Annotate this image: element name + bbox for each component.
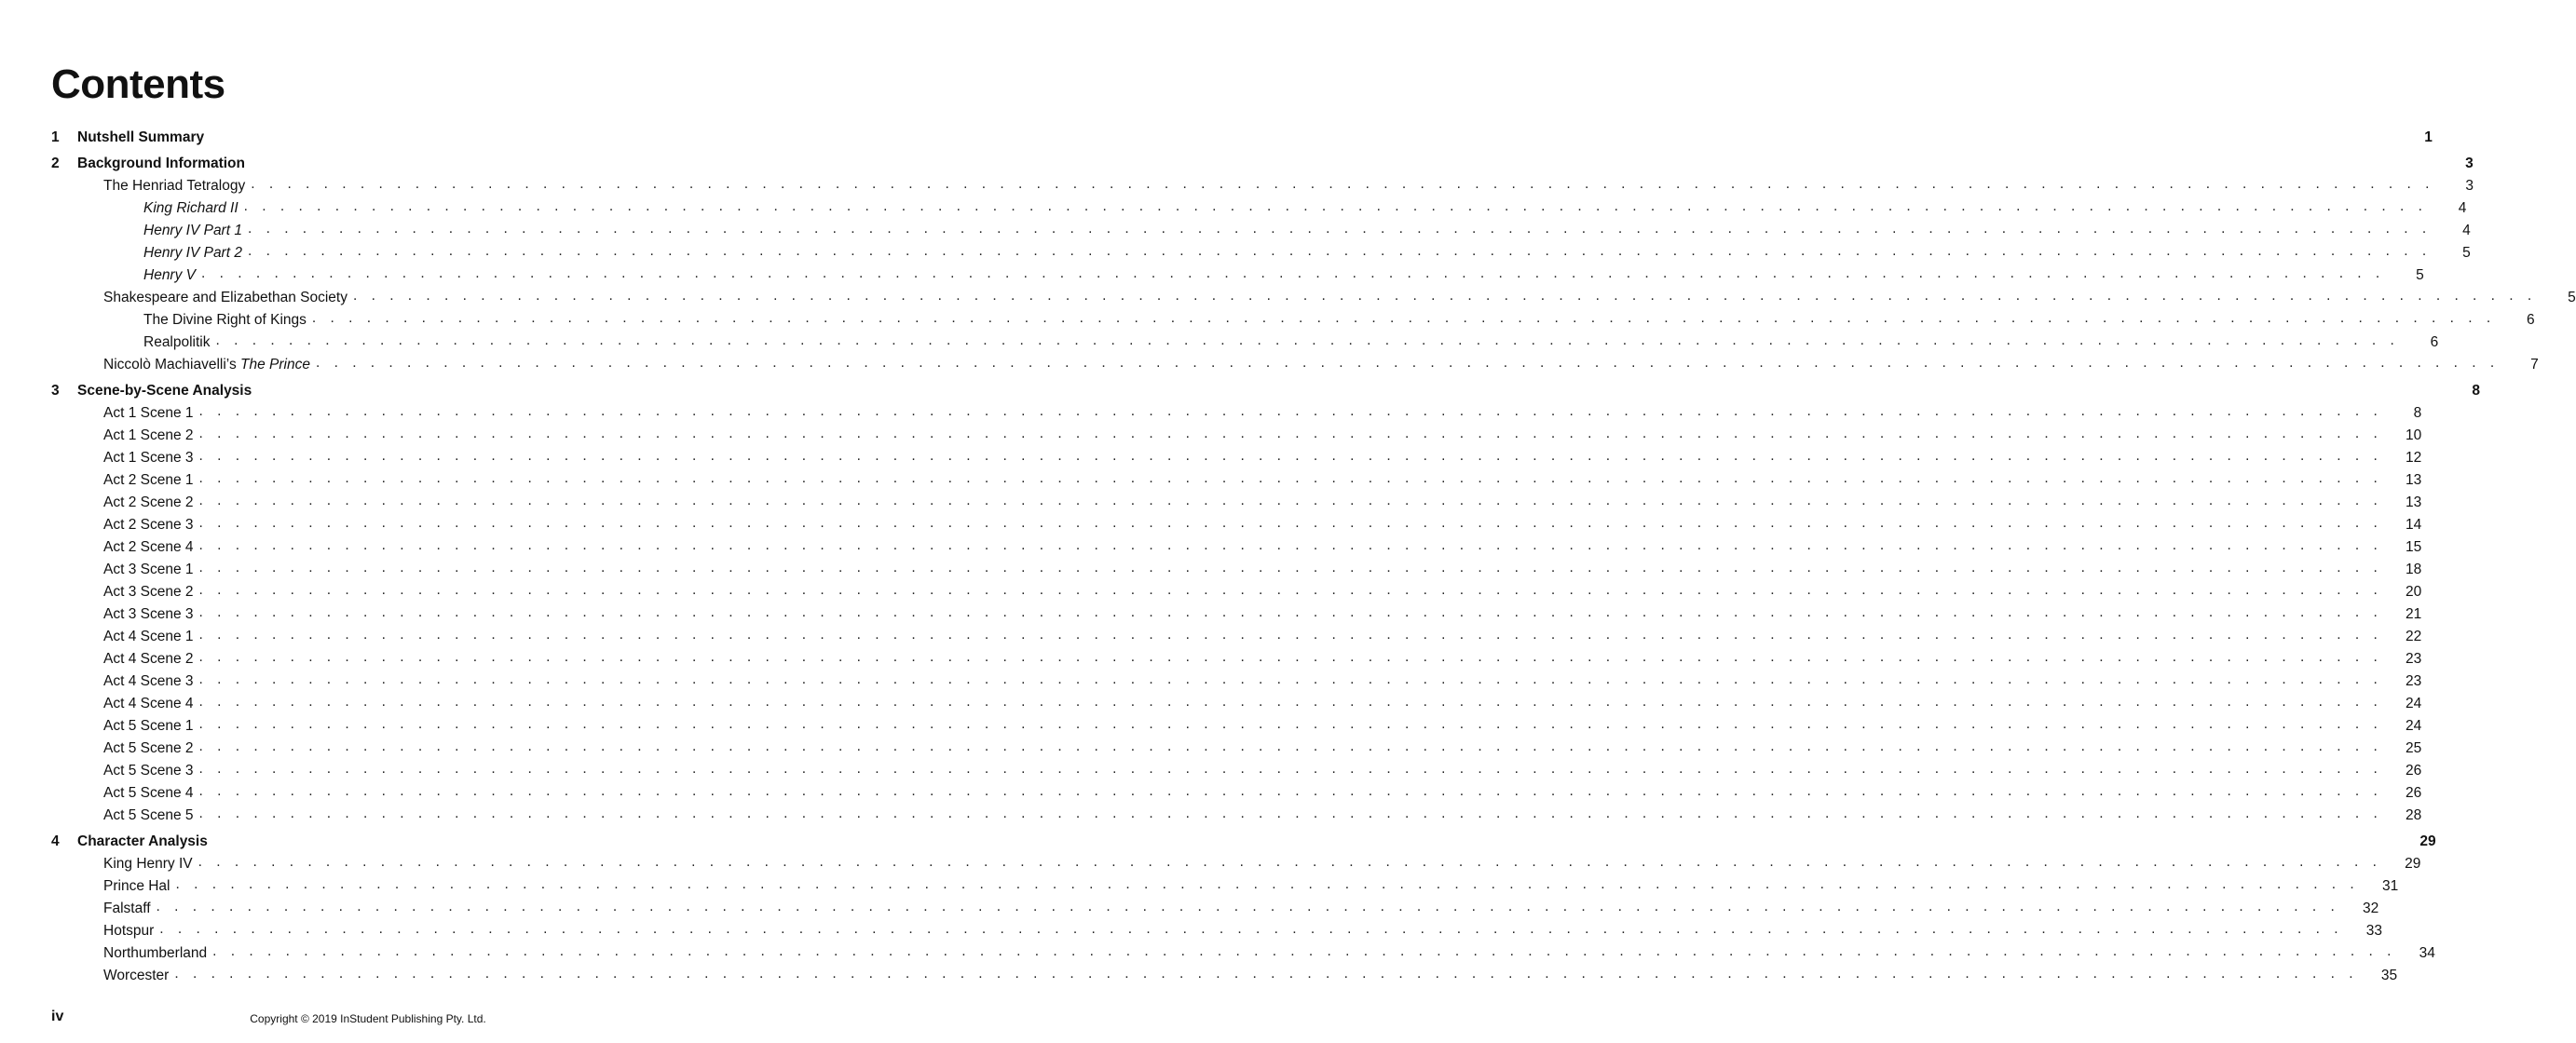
toc-entry-page: 25 (2406, 740, 2422, 756)
toc-entry-page: 33 (2365, 923, 2383, 939)
toc-entry-title (77, 200, 239, 217)
toc-entry-title (77, 833, 208, 850)
toc-entry-page: 35 (2380, 968, 2398, 983)
toc-entry-title (77, 494, 194, 511)
toc-entry-title (77, 383, 252, 400)
toc-dot-leader: . . . . . . . . . . . . . . . . . . . . . . . . . . . . . . . . . . . . . . . . . . . . . . . . . . . . . . . . . . . . . . . . . . . . . . . . . . . . . . . . . . . . . . . . . . . . . . . . . . . . . . . . . . . . . . . . . . . . . . . . (198, 648, 2383, 665)
toc-dot-leader: . . . . . . . . . . . . . . . . . . . . . . . . . . . . . . . . . . . . . . . . . . . . . . . . . . . . . . . . . . . . . . . . . . . . . . . . . . . . . . . . . . . . . . . . . . . . . . . . . . . . . . . . . . . . . . . . . . . . . . . . (247, 220, 2432, 237)
toc-chapter-entry[interactable] (51, 124, 2433, 146)
toc-entry-title (77, 245, 242, 262)
toc-entry[interactable] (51, 895, 2379, 917)
toc-dot-leader: . . . . . . . . . . . . . . . . . . . . . . . . . . . . . . . . . . . . . . . . . . . . . . . . . . . . . . . . . . . . . . . . . . . . . . . . . . . . . . . . . . . . . . . . . . . . . . . . . . . . . . . . . . . . . . . . . . . . . . . . (198, 469, 2383, 486)
toc-entry-title (77, 763, 194, 779)
toc-entry-title (77, 129, 204, 146)
toc-entry-title (77, 539, 194, 556)
toc-dot-leader: . . . . . . . . . . . . . . . . . . . . . . . . . . . . . . . . . . . . . . . . . . . . . . . . . . . . . . . . . . . . . . . . . . . . . . . . . . . . . . . . . . . . . . . . . . . . . . . . . . . . . . . . . . . . . . . . . . . . . . . . (198, 805, 2383, 821)
toc-dot-leader: . . . . . . . . . . . . . . . . . . . . . . . . . . . . . . . . . . . . . . . . . . . . . . . . . . . . . . . . . . . . . . . . . . . . . . . . . . . . . . . . . . . . . . . . . . . . . . . . . . . . . . . . . . . . . . . . . . . . . . . . (175, 875, 2360, 892)
toc-entry-title-text: Act 4 Scene 3 (103, 673, 194, 689)
toc-entry-title (77, 878, 170, 895)
toc-entry[interactable] (51, 400, 2422, 422)
toc-entry-title (77, 606, 194, 623)
toc-dot-leader: . . . . . . . . . . . . . . . . . . . . . . . . . . . . . . . . . . . . . . . . . . . . . . . . . . . . . . . . . . . . . . . . . . . . . . . . . . . . . . . . . . . . . . . . . . . . . . . . . . . . . . . . . . . . . . . . . . . . . . . . (198, 536, 2383, 553)
toc-entry-title-text: The Divine Right of Kings (143, 312, 307, 328)
toc-entry[interactable] (51, 467, 2422, 489)
toc-chapter-entry[interactable] (51, 150, 2474, 172)
toc-entry-page: 5 (2416, 267, 2424, 283)
toc-entry-page: 28 (2406, 807, 2422, 823)
toc-entry-title-text: Prince Hal (103, 878, 170, 894)
toc-entry-title-text: Act 5 Scene 3 (103, 763, 194, 779)
toc-dot-leader: . . . . . . . . . . . . . . . . . . . . . . . . . . . . . . . . . . . . . . . . . . . . . . . . . . . . . . . . . . . . . . . . . . . . . . . . . . . . . . . . . . . . . . . . . . . . . . . . . . . . . . . . . . . . . . . . . . . . . . . . (198, 514, 2383, 531)
toc-entry-page: 18 (2406, 562, 2422, 577)
toc-entry-title (77, 923, 154, 940)
toc-entry[interactable] (51, 917, 2383, 940)
toc-entry-page: 23 (2406, 651, 2422, 667)
toc-dot-leader: . . . . . . . . . . . . . . . . . . . . . . . . . . . . . . . . . . . . . . . . . . . . . . . . . . . . . . . . . . . . . . . . . . . . . . . . . . . . . . . . . . . . . . . . . . . . . . . . . . . . . . . . . . . . . . . . . . . . . . . . (251, 175, 2434, 192)
toc-entry-title-text: Act 5 Scene 5 (103, 807, 194, 823)
toc-entry-title (77, 562, 194, 578)
toc-entry-title (77, 945, 207, 962)
toc-entry-title-text: Henry IV Part 1 (143, 223, 242, 238)
toc-entry-title-text: Realpolitik (143, 334, 211, 350)
toc-entry-title (77, 290, 348, 306)
toc-entry-title-text: Act 1 Scene 1 (103, 405, 194, 421)
toc-entry-page: 24 (2406, 696, 2422, 711)
table-of-contents (51, 124, 2576, 984)
toc-entry-page: 13 (2406, 494, 2422, 510)
toc-entry-title-text: Act 1 Scene 2 (103, 427, 194, 443)
toc-entry-page: 5 (2462, 245, 2471, 261)
toc-entry-title (77, 156, 245, 172)
toc-entry-title (77, 357, 310, 373)
toc-entry-page: 23 (2406, 673, 2422, 689)
toc-entry[interactable] (51, 873, 2399, 895)
toc-entry-page: 8 (2413, 405, 2422, 421)
toc-entry[interactable] (51, 779, 2422, 802)
toc-entry[interactable] (51, 850, 2421, 873)
toc-dot-leader: . . . . . . . . . . . . . . . . . . . . . . . . . . . . . . . . . . . . . . . . . . . . . . . . . . . . . . . . . . . . . . . . . . . . . . . . . . . . . . . . . . . . . . . . . . . . . . . . . . . . . . . . . . . . . . . . . . . . . . . . (352, 287, 2537, 304)
toc-entry-page: 3 (2465, 156, 2474, 171)
toc-entry-page: 3 (2465, 178, 2474, 194)
toc-dot-leader: . . . . . . . . . . . . . . . . . . . . . . . . . . . . . . . . . . . . . . . . . . . . . . . . . . . . . . . . . . . . . . . . . . . . . . . . . . . . . . . . . . . . . . . . . . . . . . . . . . . . . . . . . . . . . . . . . . . . . . . . (198, 402, 2383, 419)
toc-entry-title (77, 517, 194, 534)
toc-entry-title (77, 267, 196, 284)
toc-entry-title-italic: The Prince (240, 357, 310, 372)
toc-dot-leader: . . . . . . . . . . . . . . . . . . . . . . . . . . . . . . . . . . . . . . . . . . . . . . . . . . . . . . . . . . . . . . . . . . . . . . . . . . . . . . . . . . . . . . . . . . . . . . . . . . . . . . . . . . . . . . . . . . . . . . . . (198, 715, 2383, 732)
toc-entry-page: 5 (2568, 290, 2576, 305)
toc-entry[interactable] (51, 511, 2422, 534)
toc-entry-page: 7 (2530, 357, 2539, 372)
toc-entry-title (77, 785, 194, 802)
toc-entry-title-text: Nutshell Summary (77, 129, 205, 145)
toc-dot-leader: . . . . . . . . . . . . . . . . . . . . . . . . . . . . . . . . . . . . . . . . . . . . . . . . . . . . . . . . . . . . . . . . . . . . . . . . . . . . . . . . . . . . . . . . . . . . . . . . . . . . . . . . . . . . . . . . . . . . . . . . (212, 942, 2396, 959)
toc-entry-title-text: Act 2 Scene 4 (103, 539, 194, 555)
toc-entry-title (77, 807, 194, 824)
toc-entry-title-text: Henry IV Part 2 (143, 245, 242, 261)
toc-chapter-entry[interactable] (51, 377, 2480, 400)
toc-dot-leader: . . . . . . . . . . . . . . . . . . . . . . . . . . . . . . . . . . . . . . . . . . . . . . . . . . . . . . . . . . . . . . . . . . . . . . . . . . . . . . . . . . . . . . . . . . . . . . . . . . . . . . . . . . . . . . . . . . . . . . . . (198, 693, 2383, 710)
toc-entry[interactable] (51, 489, 2422, 511)
toc-entry-title (77, 427, 194, 444)
toc-entry-title (77, 629, 194, 645)
toc-entry[interactable] (51, 690, 2422, 712)
toc-entry-title-text: Character Analysis (77, 833, 208, 849)
toc-dot-leader: . . . . . . . . . . . . . . . . . . . . . . . . . . . . . . . . . . . . . . . . . . . . . . . . . . . . . . . . . . . . . . . . . . . . . . . . . . . . . . . . . . . . . . . . . . . . . . . . . . . . . . . . . . . . . . . . . . . . . . . . (243, 197, 2428, 214)
toc-dot-leader: . . . . . . . . . . . . . . . . . . . . . . . . . . . . . . . . . . . . . . . . . . . . . . . . . . . . . . . . . . . . . . . . . . . . . . . . . . . . . . . . . . . . . . . . . . . . . . . . . . . . . . . . . . . . . . . . . . . . . . . . (198, 760, 2383, 777)
toc-entry[interactable] (51, 601, 2422, 623)
toc-entry-title-text: Act 4 Scene 2 (103, 651, 194, 667)
toc-entry-page: 29 (2405, 856, 2421, 872)
toc-entry-page: 12 (2406, 450, 2422, 466)
toc-entry-page: 26 (2406, 763, 2422, 779)
toc-dot-leader: . . . . . . . . . . . . . . . . . . . . . . . . . . . . . . . . . . . . . . . . . . . . . . . . . . . . . . . . . . . . . . . . . . . . . . . . . . . . . . . . . . . . . . . . . . . . . . . . . . . . . . . . . . . . . . . . . . . . . . . . (201, 264, 2385, 281)
toc-entry-page: 13 (2406, 472, 2422, 488)
toc-entry[interactable] (51, 712, 2422, 735)
toc-entry-number: 3 (51, 383, 60, 399)
toc-dot-leader: . . . . . . . . . . . . . . . . . . . . . . . . . . . . . . . . . . . . . . . . . . . . . . . . . . . . . . . . . . . . . . . . . . . . . . . . . . . . . . . . . . . . . . . . . . . . . . . . . . . . . . . . . . . . . . . . . . . . . . . . (315, 354, 2500, 371)
toc-entry-title-text: Act 5 Scene 2 (103, 740, 194, 756)
toc-entry-title (77, 673, 194, 690)
toc-dot-leader: . . . . . . . . . . . . . . . . . . . . . . . . . . . . . . . . . . . . . . . . . . . . . . . . . . . . . . . . . . . . . . . . . . . . . . . . . . . . . . . . . . . . . . . . . . . . . . . . . . . . . . . . . . . . . . . . . . . . . . . . (198, 670, 2383, 687)
toc-dot-leader: . . . . . . . . . . . . . . . . . . . . . . . . . . . . . . . . . . . . . . . . . . . . . . . . . . . . . . . . . . . . . . . . . . . . . . . . . . . . . . . . . . . . . . . . . . . . . . . . . . . . . . . . . . . . . . . . . . . . . . . . (198, 581, 2383, 598)
toc-dot-leader: . . . . . . . . . . . . . . . . . . . . . . . . . . . . . . . . . . . . . . . . . . . . . . . . . . . . . . . . . . . . . . . . . . . . . . . . . . . . . . . . . . . . . . . . . . . . . . . . . . . . . . . . . . . . . . . . . . . . . . . . (198, 492, 2383, 508)
toc-entry-title-text: Shakespeare and Elizabethan Society (103, 290, 348, 305)
toc-entry-page: 14 (2406, 517, 2422, 533)
toc-entry-title-text: Act 3 Scene 2 (103, 584, 194, 600)
toc-entry-number: 2 (51, 156, 60, 171)
toc-entry-page: 34 (2419, 945, 2435, 961)
toc-entry[interactable] (51, 195, 2467, 217)
toc-entry[interactable] (51, 351, 2539, 373)
toc-entry-page: 6 (2430, 334, 2439, 350)
toc-entry-title-text: Worcester (103, 968, 170, 983)
toc-entry-page: 8 (2472, 383, 2480, 399)
toc-entry-title-text: Hotspur (103, 923, 155, 939)
toc-entry-title (77, 472, 194, 489)
toc-entry[interactable] (51, 306, 2535, 329)
toc-entry[interactable] (51, 668, 2422, 690)
toc-entry[interactable] (51, 645, 2422, 668)
toc-entry-title (77, 968, 169, 984)
toc-dot-leader: . . . . . . . . . . . . . . . . . . . . . . . . . . . . . . . . . . . . . . . . . . . . . . . . . . . . . . . . . . . . . . . . . . . . . . . . . . . . . . . . . . . . . . . . . . . . . . . . . . . . . . . . . . . . . . . . . . . . . . . . (174, 965, 2359, 982)
toc-entry-title-text: Act 5 Scene 4 (103, 785, 194, 801)
toc-entry[interactable] (51, 284, 2576, 306)
toc-entry-title-text: Act 2 Scene 1 (103, 472, 194, 488)
toc-entry-page: 15 (2406, 539, 2422, 555)
footer-copyright: Copyright © 2019 InStudent Publishing Pty. Ltd. (250, 1012, 486, 1025)
toc-entry-title-text: King Richard II (143, 200, 239, 216)
toc-entry[interactable] (51, 444, 2422, 467)
toc-entry-page: 4 (2458, 200, 2467, 216)
toc-entry-page: 6 (2527, 312, 2535, 328)
toc-entry-page: 20 (2406, 584, 2422, 600)
toc-entry-page: 22 (2406, 629, 2422, 644)
toc-entry[interactable] (51, 534, 2422, 556)
toc-dot-leader: . . . . . . . . . . . . . . . . . . . . . . . . . . . . . . . . . . . . . . . . . . . . . . . . . . . . . . . . . . . . . . . . . . . . . . . . . . . . . . . . . . . . . . . . . . . . . . . . . . . . . . . . . . . . . . . . . . . . . . . . (159, 920, 2344, 937)
toc-entry-page: 29 (2419, 833, 2436, 849)
toc-entry-title-text: The Henriad Tetralogy (103, 178, 246, 194)
toc-dot-leader: . . . . . . . . . . . . . . . . . . . . . . . . . . . . . . . . . . . . . . . . . . . . . . . . . . . . . . . . . . . . . . . . . . . . . . . . . . . . . . . . . . . . . . . . . . . . . . . . . . . . . . . . . . . . . . . . . . . . . . . . (198, 738, 2383, 754)
toc-entry[interactable] (51, 757, 2422, 779)
toc-entry-title-text: Act 3 Scene 3 (103, 606, 194, 622)
toc-entry[interactable] (51, 623, 2422, 645)
toc-dot-leader: . . . . . . . . . . . . . . . . . . . . . . . . . . . . . . . . . . . . . . . . . . . . . . . . . . . . . . . . . . . . . . . . . . . . . . . . . . . . . . . . . . . . . . . . . . . . . . . . . . . . . . . . . . . . . . . . . . . . . . . . (198, 626, 2383, 643)
toc-dot-leader: . . . . . . . . . . . . . . . . . . . . . . . . . . . . . . . . . . . . . . . . . . . . . . . . . . . . . . . . . . . . . . . . . . . . . . . . . . . . . . . . . . . . . . . . . . . . . . . . . . . . . . . . . . . . . . . . . . . . . . . . (156, 898, 2340, 914)
toc-entry-title (77, 740, 194, 757)
toc-entry-title-text: Act 4 Scene 1 (103, 629, 194, 644)
toc-dot-leader: . . . . . . . . . . . . . . . . . . . . . . . . . . . . . . . . . . . . . . . . . . . . . . . . . . . . . . . . . . . . . . . . . . . . . . . . . . . . . . . . . . . . . . . . . . . . . . . . . . . . . . . . . . . . . . . . . . . . . . . . (198, 782, 2383, 799)
toc-dot-leader: . . . . . . . . . . . . . . . . . . . . . . . . . . . . . . . . . . . . . . . . . . . . . . . . . . . . . . . . . . . . . . . . . . . . . . . . . . . . . . . . . . . . . . . . . . . . . . . . . . . . . . . . . . . . . . . . . . . . . . . . (198, 559, 2383, 576)
toc-entry-title-text: Henry V (143, 267, 196, 283)
toc-entry-title-text: Background Information (77, 156, 245, 171)
toc-entry-title (77, 450, 194, 467)
toc-entry-title-text: Niccolò Machiavelli’s (103, 357, 241, 372)
toc-entry-page: 32 (2363, 901, 2379, 916)
toc-entry-title-text: Act 4 Scene 4 (103, 696, 194, 711)
page-title: Contents (51, 61, 225, 107)
toc-entry-title (77, 696, 194, 712)
toc-entry-title (77, 718, 194, 735)
toc-entry-title (77, 405, 194, 422)
toc-entry[interactable] (51, 962, 2398, 984)
toc-entry[interactable] (51, 329, 2439, 351)
toc-entry-title-text: Act 5 Scene 1 (103, 718, 194, 734)
toc-entry[interactable] (51, 262, 2424, 284)
toc-dot-leader: . . . . . . . . . . . . . . . . . . . . . . . . . . . . . . . . . . . . . . . . . . . . . . . . . . . . . . . . . . . . . . . . . . . . . . . . . . . . . . . . . . . . . . . . . . . . . . . . . . . . . . . . . . . . . . . . . . . . . . . . (198, 425, 2383, 441)
toc-entry[interactable] (51, 239, 2471, 262)
toc-entry-title (77, 334, 211, 351)
footer-page-number: iv (51, 1009, 64, 1024)
toc-dot-leader: . . . . . . . . . . . . . . . . . . . . . . . . . . . . . . . . . . . . . . . . . . . . . . . . . . . . . . . . . . . . . . . . . . . . . . . . . . . . . . . . . . . . . . . . . . . . . . . . . . . . . . . . . . . . . . . . . . . . . . . . (198, 447, 2383, 464)
toc-chapter-entry[interactable] (51, 828, 2436, 850)
toc-entry-title (77, 901, 151, 917)
toc-dot-leader: . . . . . . . . . . . . . . . . . . . . . . . . . . . . . . . . . . . . . . . . . . . . . . . . . . . . . . . . . . . . . . . . . . . . . . . . . . . . . . . . . . . . . . . . . . . . . . . . . . . . . . . . . . . . . . . . . . . . . . . . (247, 242, 2432, 259)
toc-dot-leader: . . . . . . . . . . . . . . . . . . . . . . . . . . . . . . . . . . . . . . . . . . . . . . . . . . . . . . . . . . . . . . . . . . . . . . . . . . . . . . . . . . . . . . . . . . . . . . . . . . . . . . . . . . . . . . . . . . . . . . . . (311, 309, 2496, 326)
toc-entry-number: 1 (51, 129, 60, 145)
toc-entry-title (77, 651, 194, 668)
toc-entry-title-text: King Henry IV (103, 856, 193, 872)
toc-dot-leader: . . . . . . . . . . . . . . . . . . . . . . . . . . . . . . . . . . . . . . . . . . . . . . . . . . . . . . . . . . . . . . . . . . . . . . . . . . . . . . . . . . . . . . . . . . . . . . . . . . . . . . . . . . . . . . . . . . . . . . . . (215, 332, 2400, 348)
toc-entry-title (77, 312, 307, 329)
toc-entry-title-text: Falstaff (103, 901, 151, 916)
toc-entry-page: 26 (2406, 785, 2422, 801)
toc-entry-page: 21 (2406, 606, 2422, 622)
toc-entry-page: 10 (2406, 427, 2422, 443)
toc-entry-page: 4 (2462, 223, 2471, 238)
toc-entry[interactable] (51, 735, 2422, 757)
toc-entry-title (77, 178, 245, 195)
toc-entry-title-text: Act 3 Scene 1 (103, 562, 194, 577)
toc-entry-title-text: Scene-by-Scene Analysis (77, 383, 252, 399)
toc-entry[interactable] (51, 940, 2435, 962)
toc-dot-leader: . . . . . . . . . . . . . . . . . . . . . . . . . . . . . . . . . . . . . . . . . . . . . . . . . . . . . . . . . . . . . . . . . . . . . . . . . . . . . . . . . . . . . . . . . . . . . . . . . . . . . . . . . . . . . . . . . . . . . . . . (198, 853, 2382, 870)
toc-entry-title-text: Act 2 Scene 2 (103, 494, 194, 510)
toc-entry[interactable] (51, 217, 2471, 239)
toc-entry[interactable] (51, 556, 2422, 578)
toc-entry[interactable] (51, 172, 2474, 195)
toc-dot-leader: . . . . . . . . . . . . . . . . . . . . . . . . . . . . . . . . . . . . . . . . . . . . . . . . . . . . . . . . . . . . . . . . . . . . . . . . . . . . . . . . . . . . . . . . . . . . . . . . . . . . . . . . . . . . . . . . . . . . . . . . (198, 603, 2383, 620)
toc-entry-page: 31 (2381, 878, 2399, 894)
toc-entry-title-text: Act 2 Scene 3 (103, 517, 194, 533)
toc-entry-title (77, 223, 242, 239)
toc-entry-title (77, 584, 194, 601)
toc-entry-title (77, 856, 193, 873)
toc-entry[interactable] (51, 802, 2422, 824)
toc-entry-title-text: Act 1 Scene 3 (103, 450, 194, 466)
toc-entry-number: 4 (51, 833, 60, 849)
toc-entry-title-text: Northumberland (103, 945, 208, 961)
toc-entry[interactable] (51, 422, 2422, 444)
toc-entry[interactable] (51, 578, 2422, 601)
toc-entry-page: 24 (2406, 718, 2422, 734)
toc-entry-page: 1 (2424, 129, 2433, 145)
